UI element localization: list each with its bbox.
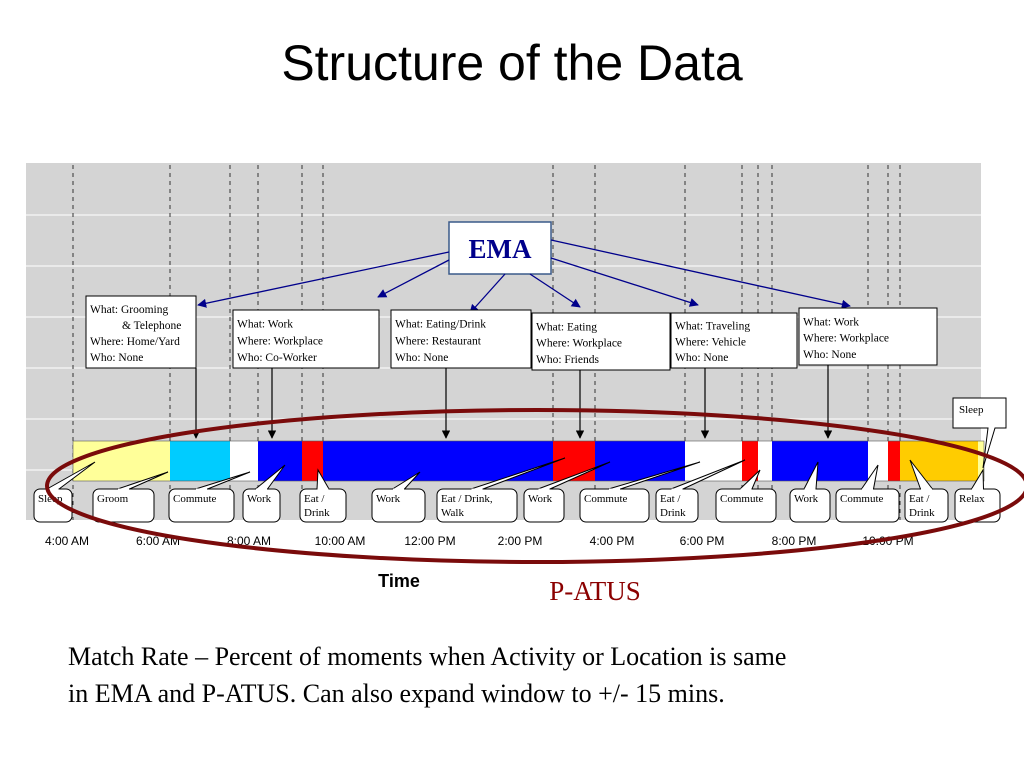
activity-label-text: Eat / Drink, xyxy=(441,493,493,505)
ema-box-line: Who: None xyxy=(90,352,144,364)
ema-box-line: Where: Workplace xyxy=(803,332,890,345)
ema-box xyxy=(799,308,937,365)
ema-box-line: What: Grooming xyxy=(90,304,169,316)
activity-label-text: Commute xyxy=(173,493,217,505)
ema-box-line: Where: Home/Yard xyxy=(90,336,180,348)
sleep-top-label: Sleep xyxy=(959,404,984,416)
timeline-segment-work xyxy=(258,441,302,481)
time-tick-label: 10:00 AM xyxy=(314,534,366,548)
timeline-segment-eat-drink xyxy=(888,441,900,481)
activity-label-text: Work xyxy=(528,493,553,505)
timeline-segment-commute xyxy=(230,441,258,481)
activity-label-text: Sleep xyxy=(38,493,63,505)
activity-label-text: Drink xyxy=(304,507,330,519)
time-tick-label: 10:00 PM xyxy=(862,534,914,548)
ema-box xyxy=(86,296,196,368)
activity-label-text: Work xyxy=(247,493,272,505)
caption xyxy=(68,638,1018,712)
ema-box-line: What: Eating/Drink xyxy=(395,318,487,331)
activity-label-text: Eat / xyxy=(304,493,325,505)
patus-label: P-ATUS xyxy=(549,576,641,606)
ema-box xyxy=(391,310,531,368)
ema-box-line: Where: Restaurant xyxy=(395,335,481,348)
time-tick-label: 12:00 PM xyxy=(404,534,456,548)
activity-label-text: Drink xyxy=(909,507,935,519)
ema-box-line: Who: None xyxy=(395,352,449,364)
activity-label-text: Groom xyxy=(97,493,129,505)
time-tick-label: 4:00 PM xyxy=(589,534,635,548)
ema-box-line: Where: Workplace xyxy=(237,335,324,348)
ema-box xyxy=(532,313,670,370)
time-tick-label: 6:00 AM xyxy=(135,534,181,548)
caption-line-2: in EMA and P-ATUS. Can also expand window to +/- 15 mins. xyxy=(68,679,725,708)
ema-box-line: What: Traveling xyxy=(675,320,751,333)
ema-box-line: Where: Workplace xyxy=(536,337,623,350)
timeline-segment-work xyxy=(595,441,685,481)
ema-box-line: & Telephone xyxy=(122,320,182,332)
ema-box xyxy=(671,313,797,368)
ema-box-line: Who: None xyxy=(803,349,857,361)
axis-label: Time xyxy=(378,571,420,591)
timeline-segment-relax xyxy=(900,441,978,481)
activity-label-text: Relax xyxy=(959,493,985,505)
time-tick-label: 4:00 AM xyxy=(44,534,90,548)
ema-box xyxy=(233,310,379,368)
activity-label-text: Commute xyxy=(840,493,884,505)
activity-label-text: Eat / xyxy=(660,493,681,505)
timeline-segment-groom xyxy=(170,441,230,481)
activity-timeline xyxy=(73,441,984,481)
activity-label-text: Work xyxy=(794,493,819,505)
ema-box-line: Who: Co-Worker xyxy=(237,352,317,364)
timeline-segment-commute xyxy=(758,441,772,481)
ema-label-box xyxy=(449,222,551,274)
caption-line-1: Match Rate – Percent of moments when Activity or Location is same xyxy=(68,642,787,671)
activity-label-text: Walk xyxy=(441,507,464,519)
activity-label-text: Drink xyxy=(660,507,686,519)
ema-box-line: Who: None xyxy=(675,352,729,364)
activity-label-text: Eat / xyxy=(909,493,930,505)
timeline-segment-work xyxy=(772,441,868,481)
ema-box-line: Where: Vehicle xyxy=(675,336,746,349)
ema-box-line: What: Work xyxy=(803,316,860,329)
ema-box-line: Who: Friends xyxy=(536,354,599,366)
time-tick-label: 8:00 AM xyxy=(226,534,272,548)
activity-label-text: Commute xyxy=(720,493,764,505)
slide-title: Structure of the Data xyxy=(281,35,743,91)
ema-box-line: What: Eating xyxy=(536,321,597,334)
activity-label-text: Commute xyxy=(584,493,628,505)
time-tick-label: 2:00 PM xyxy=(497,534,543,548)
time-tick-label: 6:00 PM xyxy=(679,534,725,548)
time-tick-label: 8:00 PM xyxy=(771,534,817,548)
ema-box-line: What: Work xyxy=(237,318,294,331)
activity-label-text: Work xyxy=(376,493,401,505)
ema-label: EMA xyxy=(468,234,532,264)
